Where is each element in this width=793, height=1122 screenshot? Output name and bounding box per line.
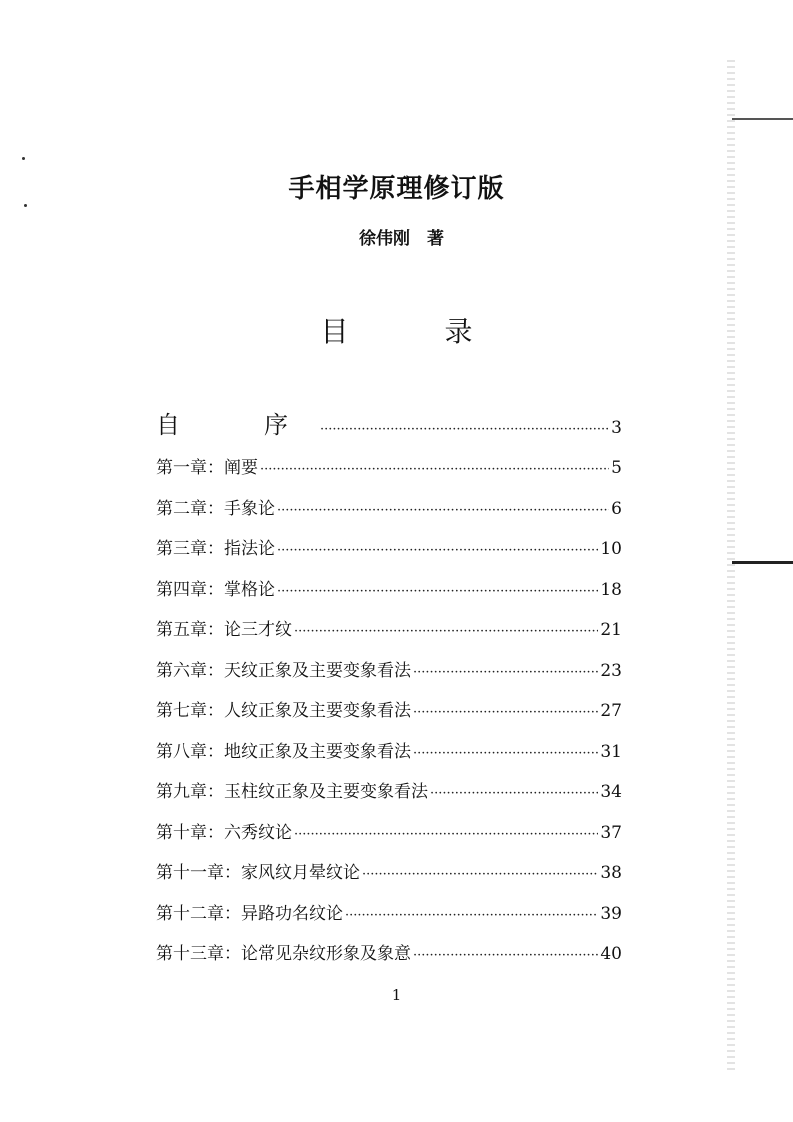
toc-heading: 目 录 [320, 315, 507, 348]
toc-entry-page: 5 [611, 458, 622, 478]
toc-entry-page: 39 [600, 903, 622, 924]
toc-entry [156, 737, 622, 778]
toc-entry [156, 453, 622, 494]
book-title: 手相学原理修订版 [288, 174, 505, 204]
toc-entry-preface [156, 405, 622, 453]
toc-entry [156, 858, 622, 899]
toc-entry-page: 31 [600, 741, 622, 762]
toc-entry [156, 575, 622, 616]
scan-edge-artifact [727, 60, 735, 1070]
toc-entry-page: 18 [600, 579, 622, 600]
toc-dot-leader [277, 543, 598, 558]
toc-entry-label: 第十二章：异路功名纹论 [156, 903, 343, 924]
toc-entry-label: 第五章：论三才纹 [156, 620, 292, 640]
toc-dot-leader [413, 948, 598, 963]
toc-entry-label: 第十三章：论常见杂纹形象及象意 [156, 944, 411, 964]
book-author: 徐伟刚 著 [359, 229, 444, 249]
toc-entry [156, 494, 622, 535]
toc-dot-leader [413, 705, 598, 720]
page-number: 1 [391, 986, 402, 1004]
toc-entry-label: 自 序 [156, 411, 318, 439]
toc-entry-page: 10 [600, 539, 622, 559]
toc-entry-label: 第十一章：家风纹月晕纹论 [156, 863, 360, 883]
toc-entry-page: 6 [611, 498, 622, 519]
toc-entry-label: 第四章：掌格论 [156, 579, 275, 600]
toc-entry-page: 27 [600, 701, 622, 721]
toc-entry-label: 第十章：六秀纹论 [156, 822, 292, 843]
toc-entry-label: 第九章：玉柱纹正象及主要变象看法 [156, 782, 428, 802]
toc-dot-leader [430, 786, 598, 801]
toc-entry [156, 777, 622, 818]
toc-entry-page: 38 [600, 863, 622, 883]
scan-speck [22, 157, 25, 160]
toc-entry-page: 21 [600, 620, 622, 640]
toc-dot-leader [294, 827, 598, 842]
toc-entry-page: 23 [600, 660, 622, 681]
scan-edge-line [732, 561, 793, 564]
toc-entry [156, 818, 622, 859]
toc-dot-leader [294, 624, 598, 639]
toc-entry-label: 第一章：阐要 [156, 458, 258, 478]
toc-entry [156, 696, 622, 737]
toc-dot-leader [413, 665, 598, 680]
toc-entry-label: 第八章：地纹正象及主要变象看法 [156, 741, 411, 762]
scan-edge-line [732, 118, 793, 120]
toc-entry-label: 第六章：天纹正象及主要变象看法 [156, 660, 411, 681]
toc-entry-label: 第七章：人纹正象及主要变象看法 [156, 701, 411, 721]
toc-entry-page: 40 [600, 944, 622, 964]
toc-entry [156, 899, 622, 940]
toc-entry-label: 第三章：指法论 [156, 539, 275, 559]
toc-entry-label: 第二章：手象论 [156, 498, 275, 519]
toc-entry-page: 37 [600, 822, 622, 843]
toc-dot-leader [362, 867, 598, 882]
toc-dot-leader [260, 462, 609, 477]
toc-dot-leader [345, 908, 598, 923]
toc-dot-leader [277, 503, 609, 518]
toc-entry [156, 615, 622, 656]
toc-dot-leader [320, 422, 609, 437]
toc-entry [156, 534, 622, 575]
toc-entry [156, 656, 622, 697]
toc-dot-leader [413, 746, 598, 761]
toc-entry-page: 34 [600, 782, 622, 802]
toc-entry [156, 939, 622, 980]
table-of-contents [156, 405, 622, 980]
toc-entry-page: 3 [611, 418, 622, 438]
toc-dot-leader [277, 584, 598, 599]
